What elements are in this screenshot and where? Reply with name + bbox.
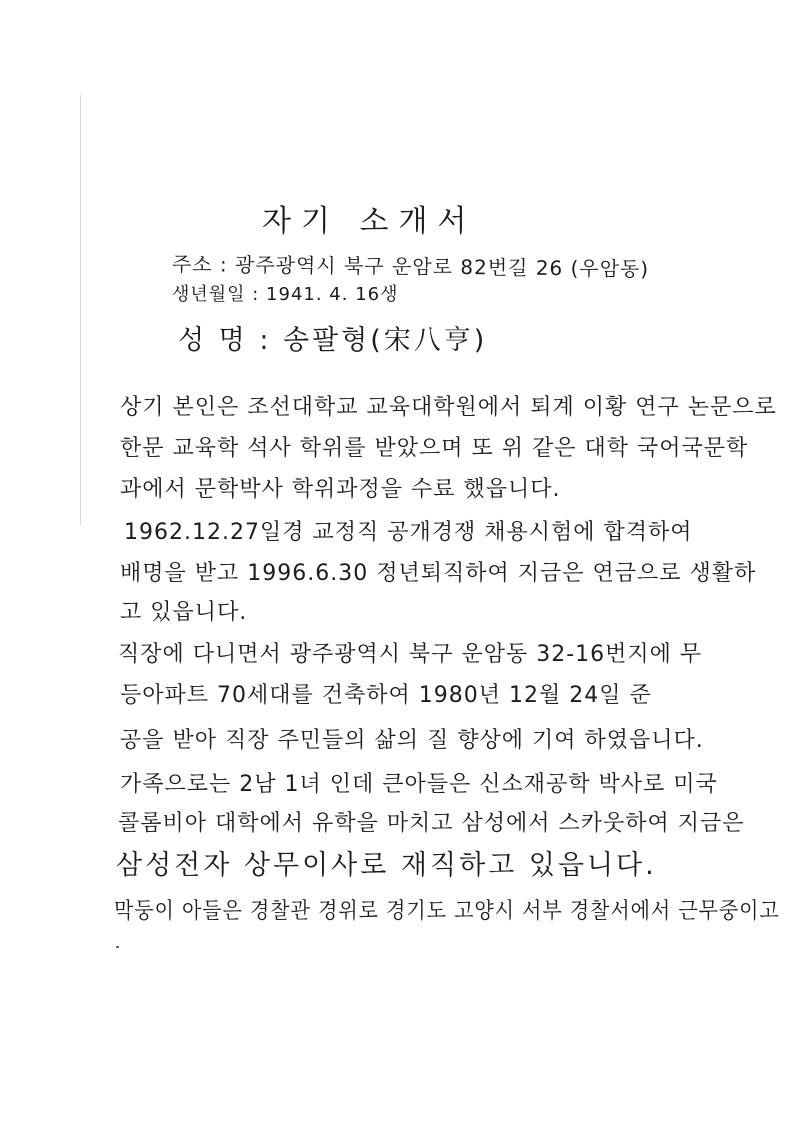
body-line-10: 가족으로는 2남 1녀 인데 큰아들은 신소재공학 박사로 미국: [120, 772, 718, 797]
name-line: 성 명 : 송팔형(宋八亨): [178, 325, 488, 356]
body-line-6: 고 있읍니다.: [120, 600, 248, 625]
document-title: 자기 소개서: [262, 204, 477, 239]
address-line: 주소 : 광주광역시 북구 운암로 82번길 26 (우암동): [171, 252, 650, 281]
margin-rule: [80, 95, 81, 525]
body-line-11: 콜롬비아 대학에서 유학을 마치고 삼성에서 스카웃하여 지금은: [118, 811, 745, 836]
body-line-12: 삼성전자 상무이사로 재직하고 있읍니다.: [116, 850, 657, 881]
body-line-5: 배명을 받고 1996.6.30 정년퇴직하여 지금은 연금으로 생활하: [120, 561, 757, 586]
body-line-8: 등아파트 70세대를 건축하여 1980년 12월 24일 준: [120, 683, 652, 708]
body-line-9: 공을 받아 직장 주민들의 삶의 질 향상에 기여 하였읍니다.: [120, 728, 704, 753]
body-line-1: 상기 본인은 조선대학교 교육대학원에서 퇴계 이황 연구 논문으로: [120, 395, 777, 420]
birth-date-line: 생년월일 : 1941. 4. 16생: [172, 284, 399, 305]
body-line-7: 직장에 다니면서 광주광역시 북구 운암동 32-16번지에 무: [118, 642, 703, 667]
ink-dot: [116, 946, 119, 948]
body-line-4: 1962.12.27일경 교정직 공개경쟁 채용시험에 합격하여: [124, 520, 693, 545]
body-line-2: 한문 교육학 석사 학위를 받았으며 또 위 같은 대학 국어국문학: [120, 436, 749, 461]
body-line-3: 과에서 문학박사 학위과정을 수료 했읍니다.: [120, 477, 561, 502]
body-line-13: 막둥이 아들은 경찰관 경위로 경기도 고양시 서부 경찰서에서 근무중이고: [114, 899, 780, 924]
